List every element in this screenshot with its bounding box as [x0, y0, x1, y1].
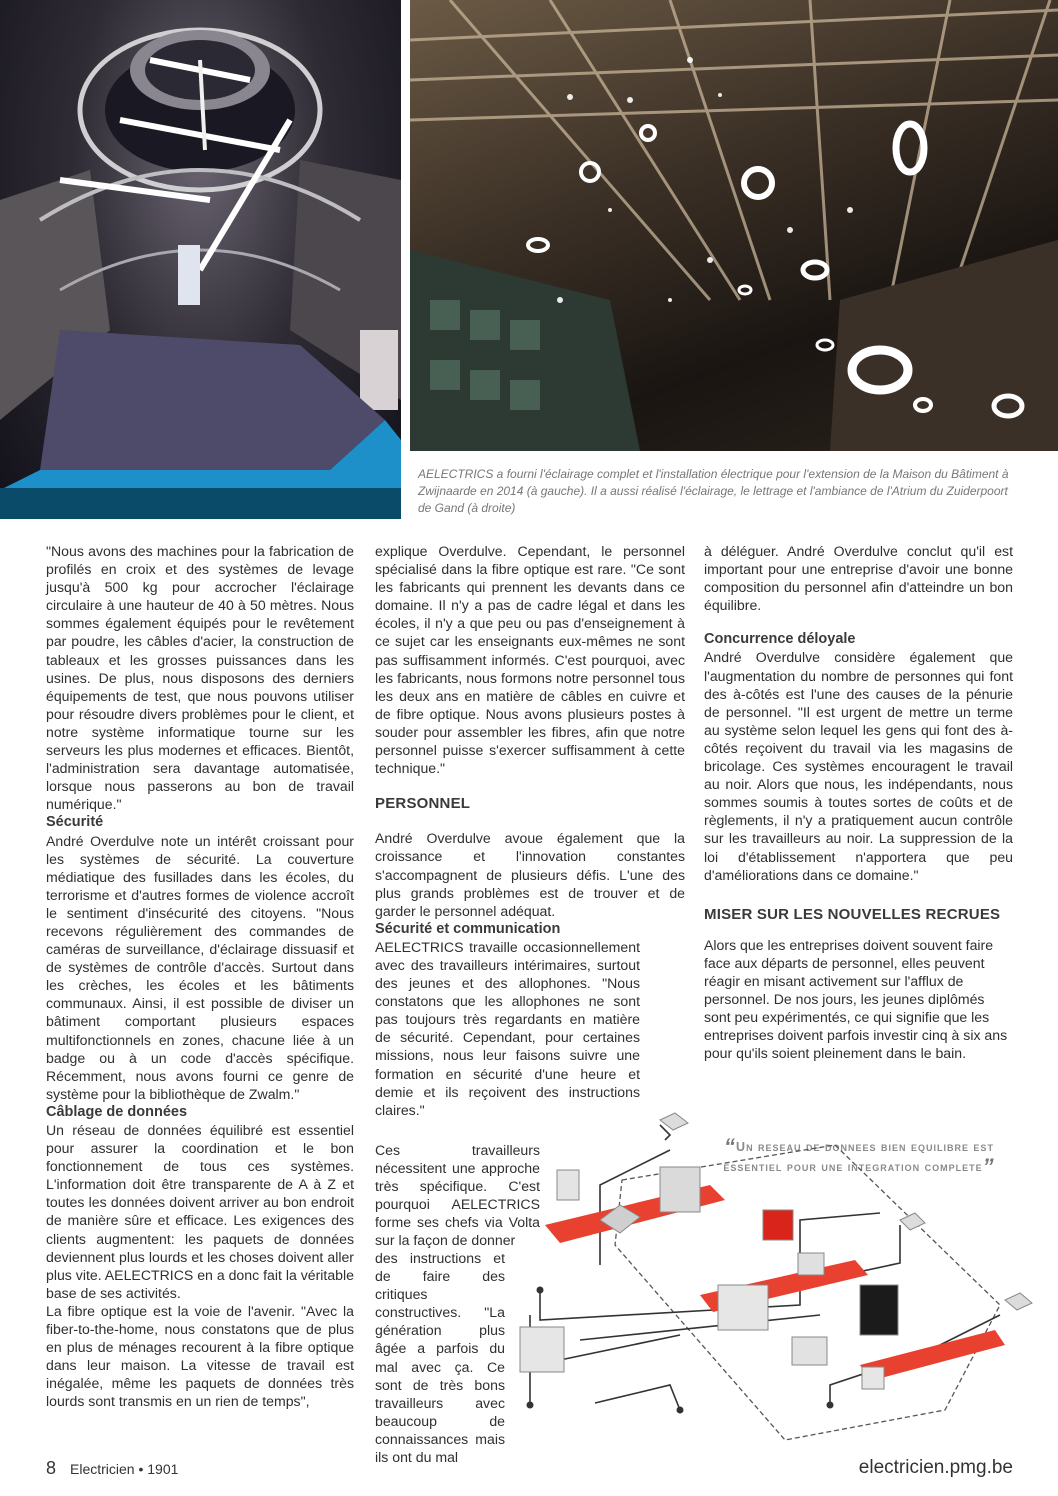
storage-device — [520, 1327, 564, 1372]
magazine-issue: Electricien • 1901 — [70, 1461, 179, 1477]
access-point-device — [900, 1213, 925, 1230]
server-building-device — [660, 1167, 700, 1212]
photo-atrium-ring-lights — [410, 0, 1058, 451]
paragraph: AELECTRICS travaille occasionnellement avec des travailleurs intérimaires, surtout des jeunes et des allophones. "Nous constatons que les allophones ne sont pas toujours très regardants en matière de sécurité. Cependant, pour certaines missions, nous leur faisons suivre une formation en sécurité d'une heure et demie et ils reçoivent des instructions claires." — [375, 938, 640, 1118]
pull-quote-text: Un reseau de donnees bien equilibre est essentiel pour une integration complete — [723, 1140, 994, 1174]
section-heading-personnel: PERSONNEL — [375, 795, 471, 813]
article-column-1 — [46, 542, 354, 1411]
access-point-device — [1005, 1293, 1032, 1310]
connector-node — [827, 1402, 834, 1409]
subheading-securite-communication: Sécurité et communication — [375, 920, 561, 937]
paragraph: Ces travailleurs nécessitent une approche très spécifique. C'est pourquoi AELECTRICS forme ses chefs via Volta sur la façon de donner — [375, 1142, 540, 1249]
patch-cluster-device — [718, 1285, 768, 1330]
connector-node — [677, 1407, 684, 1414]
hub-device — [792, 1337, 827, 1365]
connection-line — [580, 1315, 820, 1340]
connection-line — [560, 1335, 680, 1360]
article-column-2-wrap-bottom — [375, 1249, 505, 1466]
paragraph: explique Overdulve. Cependant, le personnel spécialisé dans la fibre optique est rare. "Ce sont les fabricants qui prennent les devants dans ce domaine. Il n'y a pas de cadre légal et dans les écoles, il n'y a que peu ou pas d'enseignement à ce sujet car les enseignants eux-mêmes ne sont pas suffisamment informés. C'est pourquoi, avec les fabricants, nous formons notre personnel tous les deux ans en matière de câbles en cuivre et de fibre optique. Nous avons plusieurs postes à souder pour assembler les fibres, afin que notre personnel puisse s'exercer suffisamment à cette technique." — [375, 543, 685, 777]
photo-caption: AELECTRICS a fourni l'éclairage complet et l'installation électrique pour l'extension de la Maison du Bâtiment à Zwijnaarde en 2014 (à gauche). Il a aussi réalisé l'éclairage, le lettrage et l'ambiance de l'Atrium du Zuiderpoort de Gand (à droite) — [418, 467, 1009, 515]
terminal-device — [862, 1367, 884, 1389]
article-column-3 — [704, 542, 1013, 1062]
page-number: 8 — [46, 1458, 57, 1478]
red-server-device — [763, 1210, 793, 1240]
paragraph: La fibre optique est la voie de l'avenir. "Avec la fiber-to-the-home, nous constatons que de plus en plus de ménages recourent à la fibre optique dans leur maison. La vitesse de travail est inégalée, même les paquets de données très lourds sont transmis en un rien de temps", — [46, 1302, 354, 1410]
paragraph: André Overdulve avoue également que la croissance et l'innovation constantes s'accompagnent de plusieurs défis. L'une des plus grands problèmes est de trouver et de garder le personnel adéquat. — [375, 830, 685, 919]
subheading-securite: Sécurité — [46, 814, 104, 831]
connection-line — [660, 1125, 670, 1140]
connection-line — [595, 1385, 680, 1410]
wall-socket-device — [557, 1170, 579, 1200]
open-quote-mark: “ — [724, 1134, 737, 1159]
paragraph: à déléguer. André Overdulve conclut qu'il est important pour une entreprise d'avoir une bonne composition du personnel afin d'atteindre un bon équilibre. — [704, 543, 1013, 614]
access-point-device — [660, 1113, 688, 1130]
close-quote-mark: ” — [982, 1154, 995, 1179]
network-diagram-illustration — [500, 1105, 1035, 1445]
black-server-device — [860, 1285, 898, 1335]
connector-node — [527, 1402, 534, 1409]
switch-device — [798, 1253, 824, 1275]
connector-node — [537, 1287, 544, 1294]
article-column-2 — [375, 542, 685, 1119]
paragraph: André Overdulve considère également que l'augmentation du nombre de personnes qui font des à-côtés est l'une des causes de la pénurie de personnel. "Il est urgent de mettre un terme au système selon lequel les gens qui font des à-côtés reçoivent du travail via les magasins de bricolage. Ces systèmes encouragent le travail au noir. Alors que nous, les indépendants, nous sommes soumis à toutes sortes de coûts et de règlements, il n'y a pratiquement aucun contrôle sur les travailleurs au noir. La suppression de la loi d'établissement n'apportera que peu d'améliorations dans ce domaine." — [704, 649, 1013, 883]
subheading-cablage: Câblage de données — [46, 1103, 188, 1120]
paragraph: Un réseau de données équilibré est essentiel pour assurer la coordination et le bon fonctionnement de tous ces systèmes. L'information doit être transparente de A à Z et toutes les données doivent arriver au bon endroit de manière sûre et efficace. Les exigences des clients augmentent: les paquets de données deviennent plus lourds et les choses doivent aller plus vite. AELECTRICS en a donc fait la véritable base de ses activités. — [46, 1122, 354, 1301]
subheading-concurrence: Concurrence déloyale — [704, 631, 856, 648]
paragraph: Alors que les entreprises doivent souvent faire face aux départs de personnel, elles peuvent réagir en misant activement sur l'afflux de personnel. De nos jours, les jeunes diplômés sont peu expérimentés, ce qui signifie que les entreprises doivent parfois investir cinq à six ans pour qu'ils soient pleinement dans le bain. — [704, 936, 1008, 1062]
paragraph: des instructions et de faire des critiques constructives. "La génération plus âgée a parfois du mal avec ça. Ce sont de très bons travailleurs avec beaucoup de connaissances mais ils ont du mal — [375, 1250, 505, 1466]
paragraph: "Nous avons des machines pour la fabrication de profilés en croix et des systèmes de levage jusqu'à 500 kg pour accrocher l'éclairage circulaire à une hauteur de 40 à 50 mètres. Nous sommes également équipés pour le revêtement par poudre, les câbles d'acier, la construction de tableaux et les grosses puissances dans les usines. De plus, nous disposons des derniers équipements de test, que nous pouvons utiliser pour résoudre divers problèmes pour le client, et notre système informatique tourne sur les serveurs les plus modernes et efficaces. Bientôt, l'administration sera davantage automatisée, lorsque nous passerons au bon de travail numérique." — [46, 543, 354, 813]
paragraph: André Overdulve note un intérêt croissant pour les systèmes de sécurité. La couverture médiatique des fusillades dans les écoles, du terrorisme et d'autres formes de violence accroît le sentiment d'insécurité des citoyens. "Nous recevons régulièrement des commandes de caméras de surveillance, d'éclairage dissuasif et de systèmes de contrôle d'accès. Surtout dans les crèches, les écoles et les bâtiments communaux. Ainsi, il est possible de diviser un bâtiment comportant plusieurs espaces multifonctionnels en zones, chacune liée à un badge ou à un code d'accès spécifique. Récemment, nous avons fourni ce genre de système pour la bibliothèque de Zwalm." — [46, 832, 354, 1102]
photo-staircase-lobby — [0, 0, 401, 519]
section-heading-recrues: MISER SUR LES NOUVELLES RECRUES — [704, 905, 1001, 923]
website-link[interactable]: electricien.pmg.be — [858, 1457, 1013, 1478]
